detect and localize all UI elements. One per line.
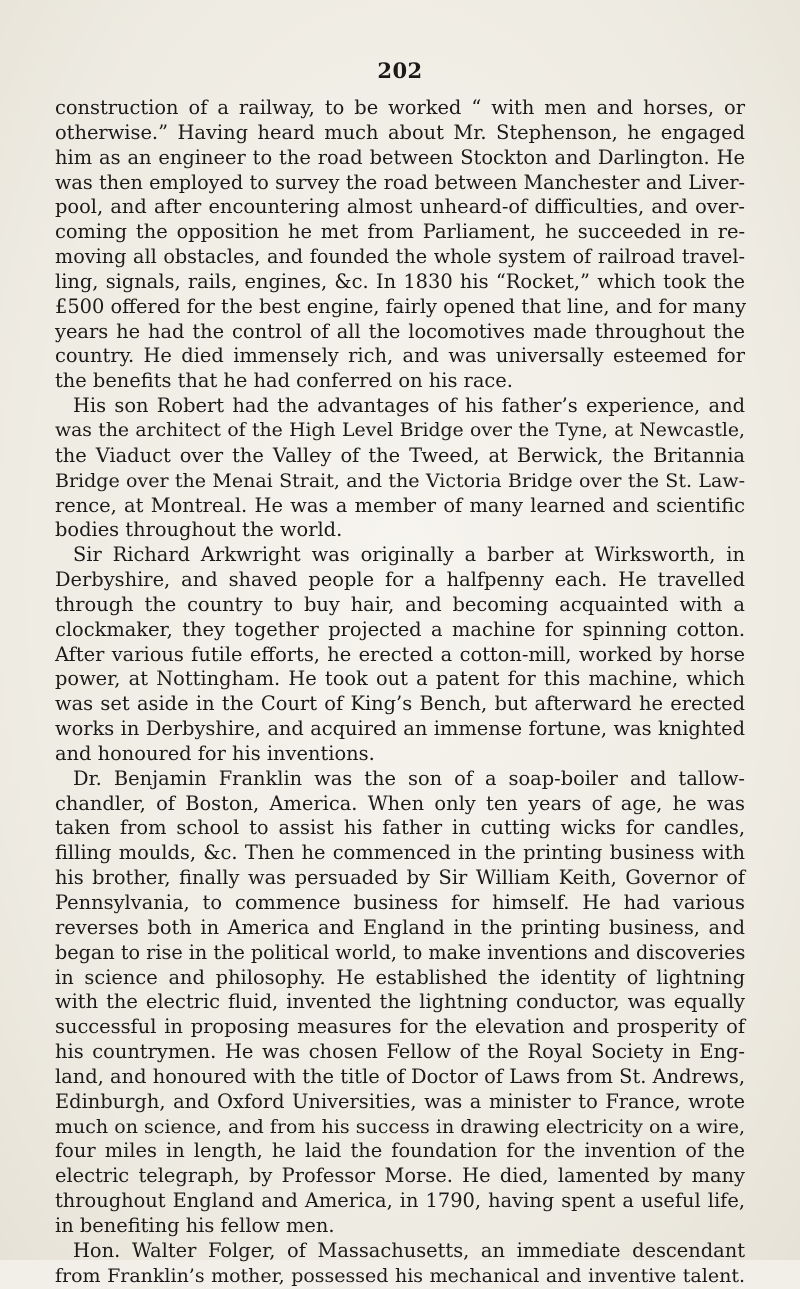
text-line: land, and honoured with the title of Doctor of Laws from St. Andrews, xyxy=(55,1064,745,1088)
text-line: electric telegraph, by Professor Morse. He died, lamented by many xyxy=(55,1164,745,1188)
text-line: Pennsylvania, to commence business for himself. He had various xyxy=(55,891,745,914)
text-line: rence, at Montreal. He was a member of many learned and scientific xyxy=(55,493,745,517)
text-line: Derbyshire, and shaved people for a halfpenny each. He travelled xyxy=(55,568,745,592)
text-line: His son Robert had the advantages of his father’s experience, and xyxy=(73,394,745,418)
text-line: filling moulds, &c. Then he commenced in the printing business with xyxy=(55,841,745,865)
page-number: 202 xyxy=(377,58,423,83)
text-line: reverses both in America and England in the printing business, and xyxy=(55,915,745,939)
text-line: throughout England and America, in 1790, having spent a useful life, xyxy=(55,1189,745,1213)
text-line: chandler, of Boston, America. When only ten years of age, he was xyxy=(55,791,745,815)
text-line: from Franklin’s mother, possessed his mechanical and inventive talent. xyxy=(55,1264,745,1287)
text-line: in benefiting his fellow men. xyxy=(55,1213,335,1237)
text-line: construction of a railway, to be worked “ with men and horses, or xyxy=(55,96,745,119)
text-line: years he had the control of all the locomotives made throughout the xyxy=(55,319,745,343)
text-line: through the country to buy hair, and becoming acquainted with a xyxy=(55,592,745,616)
text-line: with the electric fluid, invented the lightning conductor, was equally xyxy=(55,990,745,1014)
text-line: the benefits that he had conferred on his race. xyxy=(55,369,513,393)
text-line: £500 offered for the best engine, fairly opened that line, and for many xyxy=(55,294,747,318)
text-line: his brother, finally was persuaded by Sir William Keith, Governor of xyxy=(55,866,745,890)
text-line: his countrymen. He was chosen Fellow of the Royal Society in Eng- xyxy=(55,1040,745,1064)
text-line: began to rise in the political world, to make inventions and discoveries xyxy=(55,940,746,964)
text-line: Hon. Walter Folger, of Massachusetts, an immediate descendant xyxy=(73,1238,745,1262)
text-line: otherwise.” Having heard much about Mr. Stephenson, he engaged xyxy=(55,120,745,144)
text-line: was then employed to survey the road between Manchester and Liver- xyxy=(55,170,745,194)
text-line: the Viaduct over the Valley of the Tweed, at Berwick, the Britannia xyxy=(55,443,745,467)
text-line: country. He died immensely rich, and was universally esteemed for xyxy=(55,344,745,368)
text-line: Sir Richard Arkwright was originally a barber at Wirksworth, in xyxy=(73,543,745,567)
text-line: was set aside in the Court of King’s Bench, but afterward he erected xyxy=(55,692,745,716)
body-text xyxy=(55,96,745,1289)
text-line: After various futile efforts, he erected a cotton-mill, worked by horse xyxy=(55,642,745,666)
text-line: much on science, and from his success in drawing electricity on a wire, xyxy=(55,1115,745,1138)
text-line: successful in proposing measures for the elevation and prosperity of xyxy=(55,1015,745,1039)
text-line: and honoured for his inventions. xyxy=(55,741,375,765)
text-line: was the architect of the High Level Bridge over the Tyne, at Newcastle, xyxy=(55,419,745,441)
text-line: power, at Nottingham. He took out a patent for this machine, which xyxy=(55,667,745,691)
text-line: moving all obstacles, and founded the whole system of railroad travel- xyxy=(55,245,745,269)
text-line: ling, signals, rails, engines, &c. In 1830 his “Rocket,” which took the xyxy=(55,269,745,293)
text-line: clockmaker, they together projected a machine for spinning cotton. xyxy=(55,617,745,641)
text-line: him as an engineer to the road between Stockton and Darlington. He xyxy=(55,145,745,169)
text-line: bodies throughout the world. xyxy=(55,518,343,542)
text-line: Edinburgh, and Oxford Universities, was a minister to France, wrote xyxy=(55,1089,745,1113)
text-line: works in Derbyshire, and acquired an immense fortune, was knighted xyxy=(55,717,745,741)
text-line: in science and philosophy. He established the identity of lightning xyxy=(55,965,745,989)
text-line: taken from school to assist his father in cutting wicks for candles, xyxy=(55,816,745,840)
text-line: Dr. Benjamin Franklin was the son of a soap-boiler and tallow- xyxy=(73,766,745,790)
text-line: coming the opposition he met from Parliament, he succeeded in re- xyxy=(55,220,745,244)
text-line: pool, and after encountering almost unheard-of difficulties, and over- xyxy=(55,195,745,219)
text-line: Bridge over the Menai Strait, and the Victoria Bridge over the St. Law- xyxy=(55,469,745,492)
text-line: four miles in length, he laid the foundation for the invention of the xyxy=(55,1139,745,1163)
